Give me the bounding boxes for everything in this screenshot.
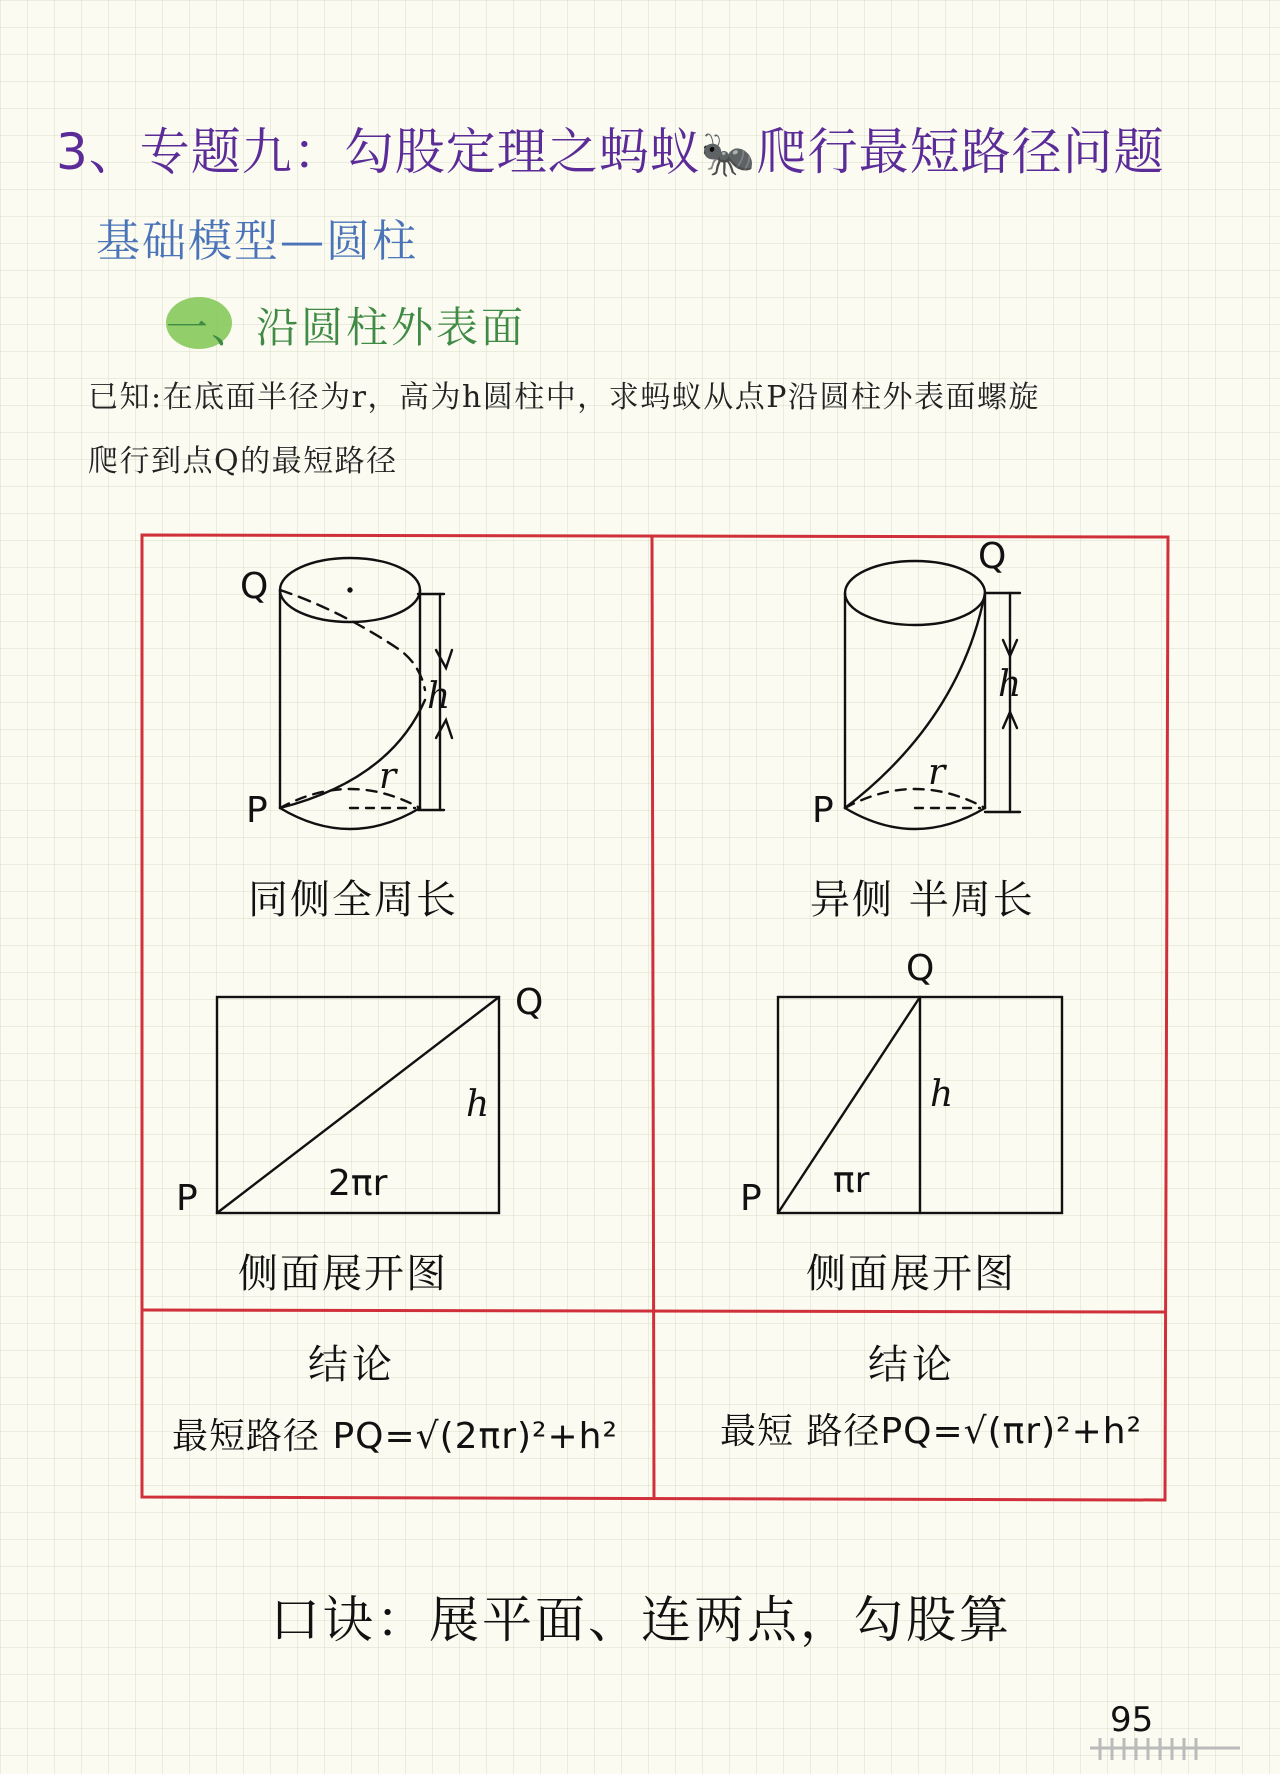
- conclusion-title: 结论: [308, 1342, 396, 1388]
- label-Q: Q: [515, 982, 544, 1023]
- title-suffix: 爬行最短路径问题: [756, 123, 1165, 181]
- label-Q: Q: [240, 566, 269, 607]
- label-P: P: [176, 1178, 198, 1219]
- subtitle: 基础模型—圆柱: [96, 216, 418, 267]
- path-back-dashed: [280, 590, 425, 690]
- conclusion-formula: 最短 路径PQ=√(πr)²+h²: [720, 1411, 1143, 1452]
- caption-opposite-side: 异侧 半周长: [810, 877, 1035, 923]
- mnemonic: 口诀：展平面、连两点，勾股算: [270, 1591, 1012, 1649]
- label-h: h: [930, 1074, 954, 1115]
- conclusion-title: 结论: [868, 1342, 956, 1388]
- watermark: [1090, 1738, 1240, 1760]
- table-divider-horizontal: [142, 1310, 1166, 1312]
- title-prefix: 3、专题九：勾股定理之蚂蚁: [56, 123, 701, 181]
- label-h: h: [466, 1084, 490, 1125]
- label-base: 2πr: [328, 1163, 388, 1204]
- label-P: P: [740, 1178, 762, 1219]
- label-r: r: [928, 752, 946, 793]
- label-P: P: [812, 790, 834, 831]
- label-r: r: [379, 756, 397, 797]
- cylinder-bottom-arc: [280, 808, 420, 829]
- caption-same-side: 同侧全周长: [248, 877, 458, 923]
- cylinder-top-ellipse: [845, 561, 985, 625]
- problem-statement-line-1: 已知:在底面半径为r，高为h圆柱中，求蚂蚁从点P沿圆柱外表面螺旋: [88, 380, 1040, 415]
- problem-statement-line-2: 爬行到点Q的最短路径: [88, 444, 398, 479]
- page-number: 95: [1110, 1700, 1154, 1740]
- label-h: h: [427, 676, 451, 717]
- cylinder-bottom-arc: [845, 808, 985, 829]
- caption-unfold: 侧面展开图: [238, 1251, 448, 1297]
- table-divider-vertical: [652, 537, 654, 1500]
- caption-unfold: 侧面展开图: [806, 1251, 1016, 1297]
- label-P: P: [246, 790, 268, 831]
- label-h: h: [998, 664, 1022, 705]
- path-front-solid: [280, 700, 425, 808]
- label-Q: Q: [906, 948, 935, 989]
- conclusion-formula: 最短路径 PQ=√(2πr)²+h²: [172, 1416, 618, 1457]
- label-base: πr: [833, 1160, 870, 1201]
- label-Q: Q: [978, 536, 1007, 577]
- ant-icon: 🐜: [700, 129, 757, 180]
- unfolded-rectangle-opposite-side: [778, 997, 1062, 1213]
- section-heading: 一、沿圆柱外表面: [166, 303, 527, 352]
